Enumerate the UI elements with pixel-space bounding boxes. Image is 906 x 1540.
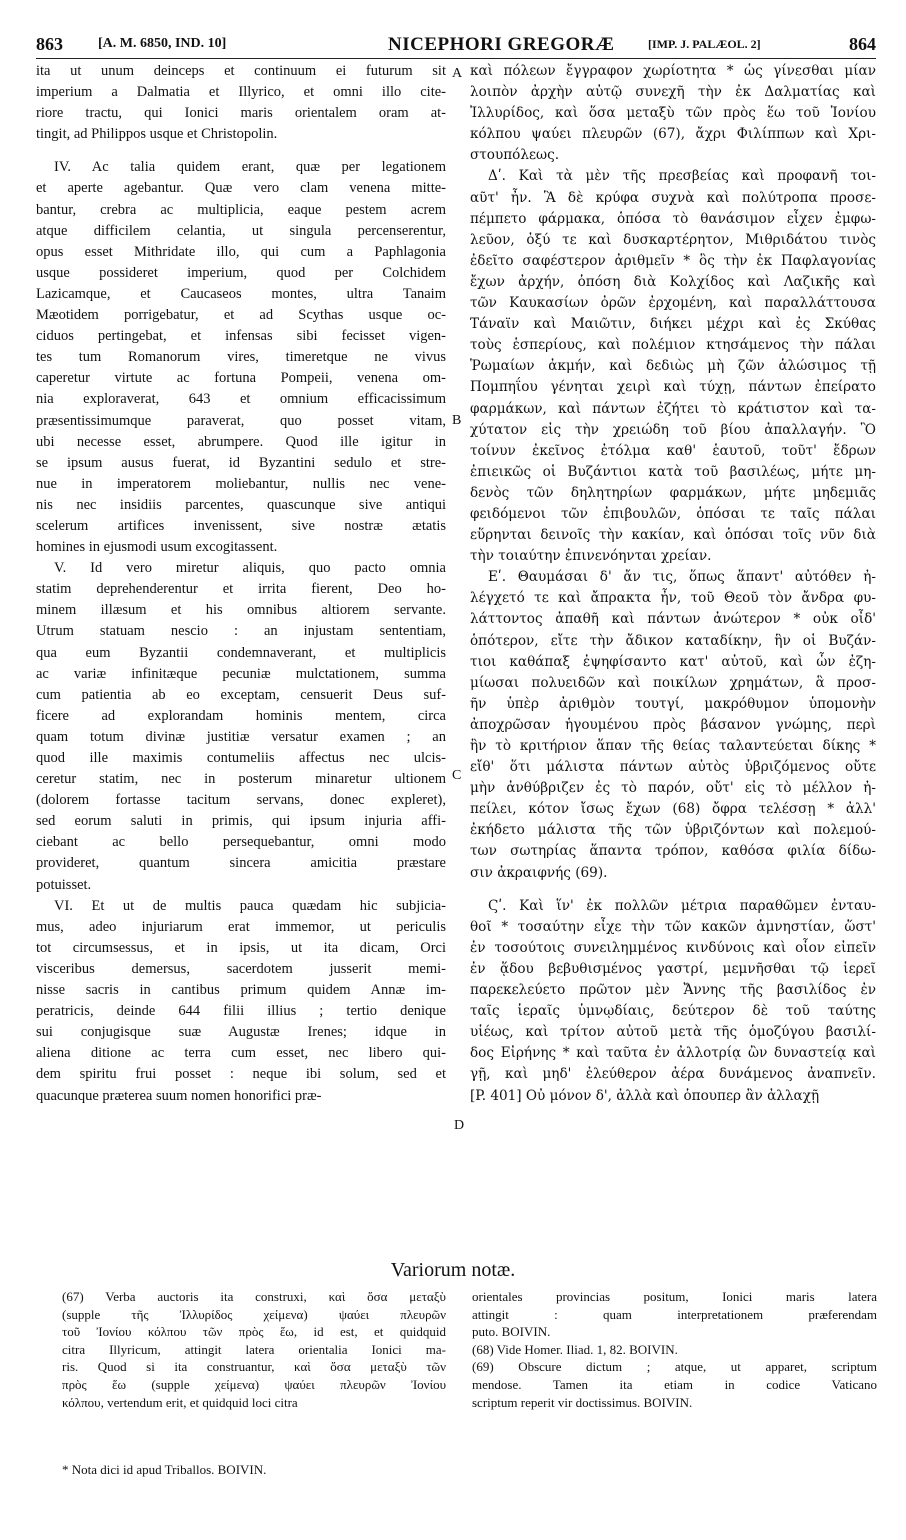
greek-line: λοιπὸν ἀρχὴν αὐτῷ συνεχῆ τὴν ἐκ Δαλματίας καὶ: [470, 84, 876, 101]
header-meta-left: [A. M. 6850, IND. 10]: [98, 36, 227, 51]
latin-line: ficere ad explorandam hominis mentem, circa: [36, 707, 446, 724]
latin-line: ac variæ infinitæque pecuniæ mulctationem, summa: [36, 665, 446, 682]
latin-line: tingit, ad Philippos usque et Christopolin.: [36, 126, 278, 143]
latin-line: visceribus demersus, sacerdotem jusserit memi-: [36, 960, 446, 977]
latin-line: provideret, quantum sincera amicitia præstare: [36, 855, 446, 872]
note-line: κόλπου, vertendum erit, et quidquid loci citra: [62, 1394, 298, 1410]
page-number-right: 864: [849, 34, 876, 54]
latin-line: sed eorum saluti in primis, qui ipsum injuria affi-: [36, 813, 446, 830]
note-line: ris. Quod si ita construantur, καὶ ὅσα μεταξὺ τῶν: [62, 1359, 446, 1375]
notes-right-column: [472, 1288, 877, 1411]
greek-line: παρεκελεύετο πρῶτον μὲν Ἄννης τῆς βασιλίδος ἐν: [470, 982, 876, 999]
greek-line: λάττοντος ἀπαθῆ καὶ πάντων ἀνώτερον * οὐκ οἶδ': [470, 611, 876, 628]
latin-line: V. Id vero miretur aliquis, quo pacto omnia: [54, 560, 446, 577]
greek-line: φειδόμενοι τῶν ἐπιβουλῶν, ὁπόσαι τε ταῖς πάλαι: [470, 505, 876, 522]
note-line: τοῦ Ἰονίου κόλπου τῶν πρὸς ἕω, id est, et quidquid: [62, 1324, 446, 1340]
latin-line: quacunque præterea suum nomen honorifici præ-: [36, 1087, 322, 1104]
note-line: attingit : quam interpretationem præferendam: [472, 1306, 877, 1322]
greek-line: δος Εἰρήνης * καὶ ταῦτα ἐν ἀλλοτρίᾳ ὢν δυναστείᾳ καὶ: [470, 1045, 876, 1062]
latin-line: tot circumsessus, et in ipsis, ut ita dicam, Orci: [36, 939, 446, 956]
greek-column: [470, 61, 876, 1107]
greek-line: τοὺς ἑσπερίους, καὶ πολέμιον κτησάμενος τὴν πάλαι: [470, 337, 876, 354]
greek-line: δενὸς τῶν δηλητηρίων φαρμάκων, μήτε μηδεμιᾶς: [470, 484, 876, 501]
latin-line: qua eum Byzantii condemnaverant, et multiplicis: [36, 644, 446, 661]
greek-line: θοῖ * τοσαύτην εἶχε τὴν τῶν κακῶν ἀμνηστίαν, ὥστ': [470, 918, 876, 935]
header-title: NICEPHORI GREGORÆ: [388, 34, 615, 55]
greek-line: χύτατον εἰς τὴν χρειώδη τοῦ βίου ἀπαλλαγήν. Ὃ: [470, 421, 876, 438]
latin-line: quam totum divinæ justitiæ versatur examen ; an: [36, 728, 446, 745]
note-line: puto. BOIVIN.: [472, 1324, 551, 1340]
greek-line: τοίνυν ἐκεῖνος ἐτόλμα καθ' ἑαυτοῦ, τοῦτ' ἔδρων: [470, 442, 876, 459]
latin-line: sui conjugisque suæ Augustæ Irenes; idque in: [36, 1024, 446, 1041]
notes-left-column: [62, 1288, 446, 1411]
greek-line: στουπόλεως.: [470, 147, 560, 164]
greek-line: ἐπιεικῶς οἱ Βυζάντιοι κατὰ τοῦ βασιλέως, μήτε μη-: [470, 463, 876, 480]
greek-line: τῶν Καυκασίων ὀρῶν ἐρχομένη, καὶ παραλλάττουσα: [470, 295, 876, 312]
greek-line: ἐν τοσούτοις συνειλημμένος κινδύνοις καὶ οἷον εἰπεῖν: [470, 939, 876, 956]
latin-line: bantur, crebra ac multiplicia, eaque pestem acrem: [36, 201, 446, 218]
greek-line: εὕρηνται δεινοῖς τὴν κακίαν, καὶ ὁπόσαι τοῖς νῦν διὰ: [470, 527, 876, 544]
latin-line: imperium a Dalmatia et Illyrico, et omni illo cite-: [36, 84, 446, 101]
page-number-left: 863: [36, 34, 63, 54]
header-rule: [36, 58, 876, 59]
note-line: scriptum reperit vir doctissimus. BOIVIN.: [472, 1394, 693, 1410]
greek-line: γῇ, καὶ μηδ' ἐλεύθερον ἀέρα δυνάμενος ἀναπνεῖν.: [470, 1066, 876, 1083]
note-line: (67) Verba auctoris ita construxi, καὶ ὅσα μεταξὺ: [62, 1289, 446, 1304]
greek-line: ῆν ὑπὲρ ἀριθμὸν τουτγί, μακρόθυμον ὑπομονὴν: [470, 695, 876, 712]
latin-line: quod ille maximis contumeliis affectus nec ulcis-: [36, 750, 446, 766]
margin-letter-a: A: [452, 66, 463, 81]
latin-line: se ipsum ausus fuerat, id Byzantini sedulo et stre-: [36, 454, 446, 471]
greek-line: Δʹ. Καὶ τὰ μὲν τῆς πρεσβείας καὶ προφανῆ τοι-: [488, 168, 876, 185]
latin-line: atque difficilem celantia, ut singula percenserentur,: [36, 222, 446, 239]
greek-line: τὴν τοιαύτην ἐπινενόηνται χρείαν.: [470, 548, 712, 565]
greek-line: λεῦον, ὀξύ τε καὶ δυσκαρτέρητον, Μιθριδάτου τινὸς: [470, 231, 876, 248]
latin-line: ceretur statim, nec in posterum minaretur ultionem: [36, 771, 446, 788]
greek-line: υἱέως, καὶ τρίτον αὐτοῦ μετὰ τῆς ὁμοζύγου βασιλί-: [470, 1024, 876, 1041]
latin-line: aliena ditione ac terra cum esset, nec libero qui-: [36, 1045, 446, 1062]
greek-line: ἔχων ἀρχήν, ὁπόση διὰ Κολχίδος καὶ Λαζικῆς καὶ: [470, 273, 876, 290]
margin-letter-c: C: [452, 768, 462, 783]
greek-line: [P. 401] Οὐ μόνον δ', ἀλλὰ καὶ ὁπουπερ ἂν ἀλλαχῇ: [470, 1087, 820, 1104]
greek-line: Ῥωμαίων ἀκμήν, καὶ δεδιὼς μὴ ζῶν ἁλώσιμος τῇ: [470, 358, 876, 375]
greek-line: τιοι καθάπαξ ἐψηφίσαντο κατ' αὐτοῦ, καὶ ὧν ἐζη-: [470, 653, 876, 670]
latin-line: tes tum Romanorum vires, timeretque ne vivus: [36, 349, 446, 366]
latin-line: usque possideret imperium, quod per Colchidem: [36, 264, 446, 281]
latin-column: [36, 61, 446, 1107]
latin-line: cum patientia ab eo exceptam, censuerit Deus suf-: [36, 686, 446, 703]
greek-line: ἐν ᾅδου βεβυθισμένος γαστρί, μεμνῆσθαι τῷ ἱερεῖ: [470, 960, 876, 977]
latin-line: (dolorem fortasse tacitum servans, donec expleret),: [36, 792, 446, 809]
greek-line: μὴν ἀνθύβριζεν ἐς τὸ παρόν, οὔτ' εἰς τὸ μέλλον ἠ-: [470, 780, 876, 797]
latin-line: ciebant ac bello persequebantur, omni modo: [36, 834, 446, 851]
margin-letter-b: B: [452, 413, 462, 428]
greek-line: μίωσαι πολυειδῶν καὶ ποικίλων χρημάτων, ἃ προσ-: [470, 674, 876, 691]
note-line: mendose. Tamen ita etiam in codice Vaticano: [472, 1376, 877, 1392]
greek-line: Τάναϊν καὶ Μαιῶτιν, διήκει μέχρι καὶ ἐς Σκύθας: [470, 316, 876, 333]
greek-line: Εʹ. Θαυμάσαι δ' ἄν τις, ὅπως ἅπαντ' αὐτόθεν ἠ-: [488, 569, 876, 586]
latin-line: minem illæsum et his omnibus altiorem servante.: [36, 602, 446, 619]
paragraph-gap: [470, 884, 876, 896]
latin-line: VI. Et ut de multis pauca quædam hic subjicia-: [54, 897, 446, 914]
latin-line: et aperte agebantur. Quæ vero clam venena mitte-: [36, 180, 446, 197]
latin-line: peratricis, deinde 644 filii illius ; tertio denique: [36, 1003, 446, 1020]
greek-line: ὁπότερον, εἴτε τὴν ἄδικον καταδίκην, ἣν οἱ Βυζάν-: [470, 632, 876, 649]
latin-line: statim deprehenderentur et irrita fierent, Deo ho-: [36, 581, 446, 598]
greek-line: λέγχετό τε καὶ ἄπρακτα ἦν, τοῦ Θεοῦ τὸν ἄνδρα φυ-: [470, 590, 876, 607]
latin-line: riore tractu, qui Ionici maris orientalem oram at-: [36, 105, 446, 122]
latin-line: ciduos pertingebat, et infensas sibi fecisset vigen-: [36, 328, 446, 345]
greek-line: σιν ἀκραιφνής (69).: [470, 864, 608, 881]
latin-line: caperetur virtute ac fortuna Pompeii, venena om-: [36, 370, 446, 387]
header-meta-right: [IMP. J. PALÆOL. 2]: [648, 37, 761, 51]
greek-line: ἐκήδετο μάλιστα τῆς τῶν ὑβριζόντων καὶ πολεμού-: [470, 822, 876, 839]
note-line: (supple τῆς Ἰλλυρίδος χείμενα) ψαύει πλευρῶν: [62, 1306, 446, 1322]
note-line: (69) Obscure dictum ; atque, ut apparet, scriptum: [472, 1359, 877, 1375]
note-line: πρὸς ἕω (supple χείμενα) ψαύει πλευρῶν Ἰονίου: [62, 1376, 446, 1392]
latin-line: dem spiritu frui posset : neque ibi solum, sed et: [36, 1066, 446, 1083]
paragraph-gap: [36, 145, 446, 157]
footnote: * Nota dici id apud Triballos. BOIVIN.: [62, 1462, 267, 1477]
greek-line: ταῖς ἱεραῖς ὑμνῳδίαις, δεύτερον δὲ τοῦ ταύτης: [470, 1003, 876, 1020]
greek-line: εἴθ' ὅτι μάλιστα πάντων αὐτὸς ὑβριζόμενος οὔτε: [470, 759, 876, 776]
greek-line: Πομπηΐου γένηται χειρὶ καὶ τύχῃ, πάντων ἐπείρατο: [470, 379, 876, 396]
greek-line: αῦτ' ἦν. Ἃ δὲ κρύφα συχνὰ καὶ πολύτροπα προσε-: [470, 189, 876, 206]
greek-line: Ἰλλυρίδος, καὶ ὅσα μεταξὺ τῶν πρὸς ἕω τοῦ Ἰονίου: [470, 105, 876, 122]
note-line: (68) Vide Homer. Iliad. 1, 82. BOIVIN.: [472, 1341, 678, 1357]
greek-line: φαρμάκων, καὶ πάντων ἐζήτει τὸ κράτιστον καὶ τα-: [470, 400, 876, 417]
greek-line: καὶ πόλεων ἔγγραφον χωρίοτητα * ὡς γίνεσθαι μίαν: [470, 63, 876, 79]
latin-line: nue in imperatorem moliebantur, nullis nec vene-: [36, 475, 446, 492]
running-header: [36, 34, 876, 56]
notes-title: Variorum notæ.: [390, 1259, 516, 1281]
latin-line: IV. Ac talia quidem erant, quæ per legationem: [54, 159, 446, 176]
greek-line: πείλει, κότον ἴσως ἔχων (68) ὄφρα τελέσσῃ * ἀλλ': [470, 801, 876, 818]
latin-line: ita ut unum deinceps et continuum ei futurum sit: [36, 63, 446, 79]
latin-line: homines in ejusmodi usum excogitassent.: [36, 539, 278, 556]
latin-line: Utrum statuam nescio : an injustam sententiam,: [36, 623, 446, 640]
latin-line: Mæotidem porrigebatur, et ad Scythas usque oc-: [36, 307, 446, 324]
note-line: orientales provincias positum, Ionici maris latera: [472, 1289, 877, 1304]
latin-line: opus esset Mithridate illo, qui cum a Paphlagonia: [36, 243, 446, 260]
latin-line: potuisset.: [36, 876, 92, 893]
latin-line: Lazicamque, et Caucaseos montes, ultra Tanaim: [36, 285, 446, 302]
greek-line: ἣν τὸ κριτήριον ἅπαν τῆς θείας ταλαντεύεται δίκης *: [470, 738, 876, 754]
greek-line: των σωτηρίας ἅπαντα τρόπον, καθόσα φιλία δίδω-: [470, 843, 876, 860]
margin-letter-d: D: [454, 1118, 465, 1133]
latin-line: scelerum artifices invenissent, sive nostræ ætatis: [36, 517, 446, 534]
latin-line: nia exploraverat, 643 et omnium efficacissimum: [36, 391, 446, 408]
latin-line: mus, adeo injuriarum erat immemor, ut periculis: [36, 918, 446, 935]
latin-line: præsentissimumque paraverat, quo posset vitam,: [36, 412, 446, 429]
latin-line: ubi necesse esset, abrumpere. Quod ille igitur in: [36, 433, 446, 450]
greek-line: ἐδεῖτο σαφέστερον ἀριθμεῖν * ὃς τὴν ἐκ Παφλαγονίας: [470, 252, 876, 269]
greek-line: πέμπετο φάρμακα, ὁπόσα τὸ θανάσιμον εἶχεν ἐμφω-: [470, 210, 876, 227]
latin-line: nisse sacris in cantibus primum quidem Annæ im-: [36, 982, 446, 999]
note-line: citra Illyricum, attingit latera orientalia Ionici ma-: [62, 1341, 446, 1357]
greek-line: Ϛʹ. Καὶ ἵν' ἐκ πολλῶν μέτρια παραθῶμεν ἐνταυ-: [488, 897, 876, 914]
latin-line: nis nec insidiis parcentes, quascunque sive antiqui: [36, 496, 446, 513]
greek-line: κόλπου ψαύει πλευρῶν (67), ἄχρι Φιλίππων καὶ Χρι-: [470, 126, 876, 143]
greek-line: ἀποχρῶσαν ἡγουμένου πρὸς βάσανον γνώμης, περὶ: [470, 716, 876, 733]
